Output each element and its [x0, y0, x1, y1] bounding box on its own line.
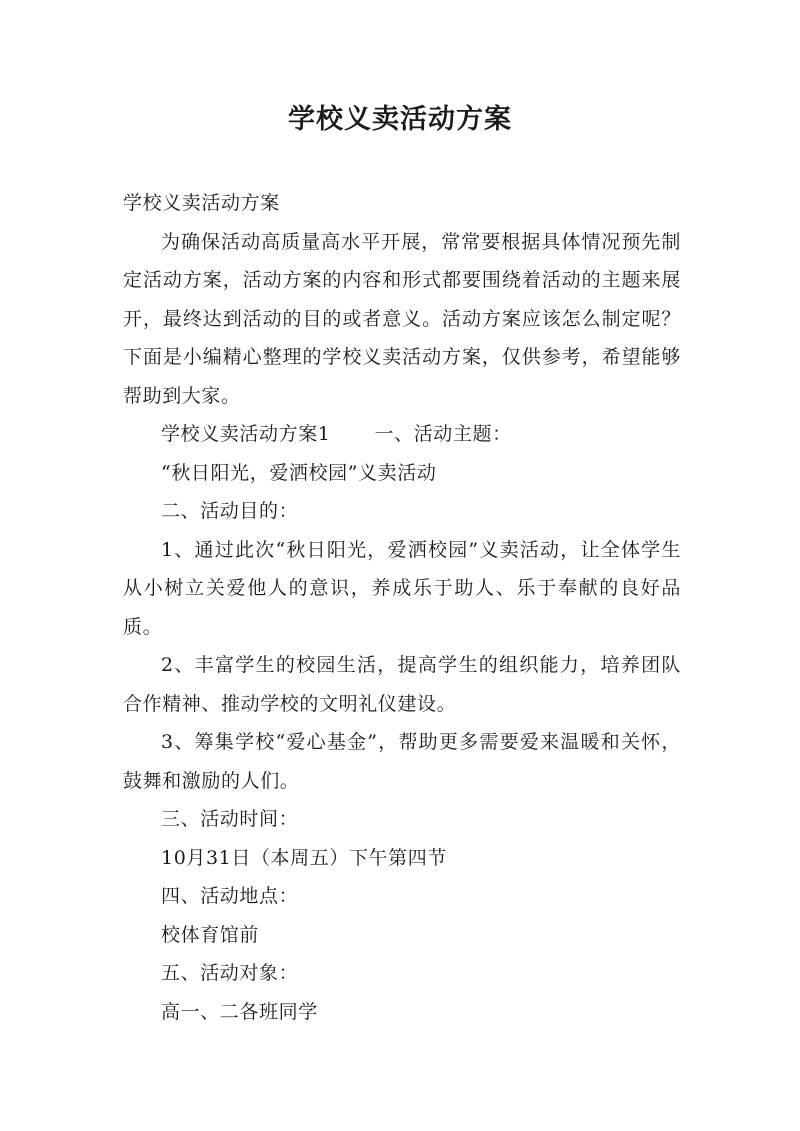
paragraph-subtitle: 学校义卖活动方案: [123, 192, 280, 214]
section-heading-time: 三、活动时间：: [161, 808, 299, 830]
paragraph-intro: 为确保活动高质量高水平开展，常常要根据具体情况预先制定活动方案，活动方案的内容和形式都要围绕着活动的主题来展开，最终达到活动的目的或者意义。活动方案应该怎么制定呢？下面是小编精心整理的学校义卖活动方案，仅供参考，希望能够帮助到大家。: [123, 230, 681, 407]
paragraph-theme: “秋日阳光，爱洒校园”义卖活动: [161, 461, 437, 484]
section-heading-purpose: 二、活动目的：: [161, 500, 299, 522]
document-title: 学校义卖活动方案: [288, 104, 512, 135]
paragraph-plan-heading: [123, 415, 681, 454]
paragraph-location: 校体育馆前: [161, 923, 260, 946]
section-heading-theme: 一、活动主题：: [374, 423, 512, 445]
section-heading-location: 四、活动地点：: [161, 885, 299, 907]
paragraph-time: 10月31日（本周五）下午第四节: [161, 846, 447, 869]
paragraph-purpose-1: 1、通过此次“秋日阳光，爱洒校园”义卖活动，让全体学生从小树立关爱他人的意识，养成乐于助人、乐于奉献的良好品质。: [123, 538, 681, 638]
paragraph-purpose-2: 2、丰富学生的校园生活，提高学生的组织能力，培养团队合作精神、推动学校的文明礼仪建设。: [123, 654, 681, 715]
section-heading-audience: 五、活动对象：: [161, 962, 299, 984]
document-body: [123, 184, 681, 1031]
plan-number-label: 学校义卖活动方案1: [161, 423, 331, 445]
paragraph-purpose-3: 3、筹集学校“爱心基金”，帮助更多需要爱来温暖和关怀，鼓舞和激励的人们。: [123, 731, 681, 792]
paragraph-audience: 高一、二各班同学: [161, 1000, 318, 1023]
